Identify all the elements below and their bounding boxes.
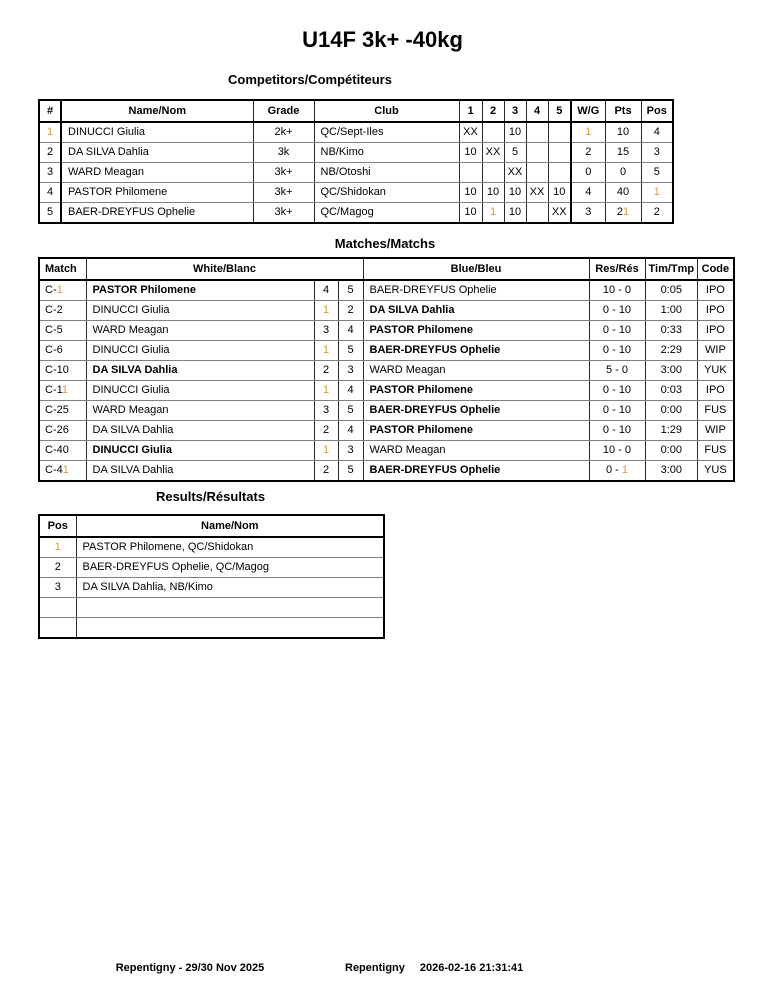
cell: 0 - 10 xyxy=(589,421,645,441)
column-header: Code xyxy=(698,258,734,280)
cell: C-11 xyxy=(39,381,86,401)
column-header: 2 xyxy=(482,100,504,122)
cell: 3k+ xyxy=(253,183,314,203)
column-header: 5 xyxy=(548,100,571,122)
table-row xyxy=(39,421,734,441)
column-header: Pos xyxy=(39,515,76,537)
table-header-row xyxy=(39,258,734,280)
cell: C-2 xyxy=(39,301,86,321)
cell: 10 xyxy=(459,143,482,163)
cell: 4 xyxy=(338,321,363,341)
cell: 21 xyxy=(605,203,641,224)
cell: 1 xyxy=(571,122,605,143)
column-header: White/Blanc xyxy=(86,258,363,280)
cell: 0:05 xyxy=(645,280,698,301)
cell: 0:00 xyxy=(645,401,698,421)
cell: BAER-DREYFUS Ophelie xyxy=(363,461,589,482)
table-header-row xyxy=(39,100,673,122)
section-heading-competitors: Competitors/Compétiteurs xyxy=(228,72,392,87)
cell: 5 xyxy=(338,341,363,361)
cell: PASTOR Philomene xyxy=(61,183,253,203)
table-row xyxy=(39,618,384,639)
column-header: Blue/Bleu xyxy=(363,258,589,280)
cell: 10 xyxy=(482,183,504,203)
footer-location: Repentigny xyxy=(345,962,405,974)
cell: IPO xyxy=(698,280,734,301)
cell: 10 xyxy=(504,122,526,143)
cell: XX xyxy=(504,163,526,183)
cell: XX xyxy=(459,122,482,143)
cell: 1:00 xyxy=(645,301,698,321)
cell: C-41 xyxy=(39,461,86,482)
cell xyxy=(548,143,571,163)
column-header: # xyxy=(39,100,61,122)
cell xyxy=(459,163,482,183)
competitors-table xyxy=(38,99,674,224)
cell: 4 xyxy=(571,183,605,203)
cell: PASTOR Philomene xyxy=(363,381,589,401)
cell: BAER-DREYFUS Ophelie xyxy=(363,401,589,421)
column-header: Name/Nom xyxy=(76,515,384,537)
cell: 1 xyxy=(39,537,76,558)
cell: C-1 xyxy=(39,280,86,301)
cell: 1 xyxy=(39,122,61,143)
cell: 2 xyxy=(314,421,338,441)
cell xyxy=(482,163,504,183)
cell: DA SILVA Dahlia xyxy=(86,461,314,482)
cell: DINUCCI Giulia xyxy=(86,301,314,321)
cell: 0 - 10 xyxy=(589,301,645,321)
cell: 2k+ xyxy=(253,122,314,143)
cell: 1 xyxy=(482,203,504,224)
table-row xyxy=(39,341,734,361)
cell xyxy=(526,122,548,143)
column-header: Grade xyxy=(253,100,314,122)
column-header: Pos xyxy=(641,100,673,122)
cell: 5 xyxy=(39,203,61,224)
cell: IPO xyxy=(698,381,734,401)
cell: FUS xyxy=(698,401,734,421)
cell: 5 xyxy=(504,143,526,163)
cell: 3:00 xyxy=(645,361,698,381)
cell: 5 xyxy=(338,461,363,482)
column-header: Club xyxy=(314,100,459,122)
cell: 1 xyxy=(314,381,338,401)
cell: FUS xyxy=(698,441,734,461)
cell: C-26 xyxy=(39,421,86,441)
table-row xyxy=(39,381,734,401)
column-header: W/G xyxy=(571,100,605,122)
cell: 1 xyxy=(314,441,338,461)
cell: 10 - 0 xyxy=(589,441,645,461)
cell xyxy=(39,598,76,618)
cell: 10 - 0 xyxy=(589,280,645,301)
cell: 1 xyxy=(314,301,338,321)
cell: 0 xyxy=(605,163,641,183)
cell: PASTOR Philomene, QC/Shidokan xyxy=(76,537,384,558)
cell: DA SILVA Dahlia xyxy=(61,143,253,163)
cell: WIP xyxy=(698,341,734,361)
cell: 10 xyxy=(459,203,482,224)
cell: PASTOR Philomene xyxy=(86,280,314,301)
cell: NB/Kimo xyxy=(314,143,459,163)
cell: 10 xyxy=(605,122,641,143)
column-header: Res/Rés xyxy=(589,258,645,280)
cell: 0 - 10 xyxy=(589,381,645,401)
cell: DA SILVA Dahlia xyxy=(86,361,314,381)
table-row xyxy=(39,401,734,421)
cell: YUS xyxy=(698,461,734,482)
cell: 5 xyxy=(338,401,363,421)
cell: 4 xyxy=(338,381,363,401)
cell: DINUCCI Giulia xyxy=(86,341,314,361)
cell: 2 xyxy=(641,203,673,224)
cell: 2 xyxy=(39,558,76,578)
table-row xyxy=(39,461,734,482)
table-row xyxy=(39,361,734,381)
cell: 0 - 10 xyxy=(589,401,645,421)
cell: IPO xyxy=(698,321,734,341)
cell: 2:29 xyxy=(645,341,698,361)
cell: C-6 xyxy=(39,341,86,361)
cell: WARD Meagan xyxy=(86,401,314,421)
section-heading-results: Results/Résultats xyxy=(155,489,266,504)
column-header: 4 xyxy=(526,100,548,122)
cell: 40 xyxy=(605,183,641,203)
cell: 3k xyxy=(253,143,314,163)
column-header: 3 xyxy=(504,100,526,122)
page-title: U14F 3k+ -40kg xyxy=(302,27,463,52)
table-row xyxy=(39,598,384,618)
cell: 0 xyxy=(571,163,605,183)
cell: 3 xyxy=(641,143,673,163)
cell: WARD Meagan xyxy=(363,361,589,381)
cell xyxy=(76,618,384,639)
cell xyxy=(39,618,76,639)
cell: 3 xyxy=(338,441,363,461)
cell: 4 xyxy=(338,421,363,441)
cell: 5 - 0 xyxy=(589,361,645,381)
cell: QC/Magog xyxy=(314,203,459,224)
cell: 4 xyxy=(641,122,673,143)
cell: NB/Otoshi xyxy=(314,163,459,183)
cell: BAER-DREYFUS Ophelie, QC/Magog xyxy=(76,558,384,578)
cell: 2 xyxy=(338,301,363,321)
cell: 3 xyxy=(39,578,76,598)
cell: 0 - 10 xyxy=(589,321,645,341)
cell: 2 xyxy=(39,143,61,163)
table-row xyxy=(39,203,673,224)
cell: 3k+ xyxy=(253,203,314,224)
cell: 1 xyxy=(314,341,338,361)
cell: 5 xyxy=(338,280,363,301)
cell: 0:03 xyxy=(645,381,698,401)
table-row xyxy=(39,301,734,321)
cell: C-40 xyxy=(39,441,86,461)
cell: 10 xyxy=(504,183,526,203)
cell: DINUCCI Giulia xyxy=(61,122,253,143)
cell: WARD Meagan xyxy=(61,163,253,183)
cell: 10 xyxy=(504,203,526,224)
cell: 1 xyxy=(641,183,673,203)
cell xyxy=(526,203,548,224)
cell: 0:00 xyxy=(645,441,698,461)
cell xyxy=(482,122,504,143)
cell: DA SILVA Dahlia xyxy=(86,421,314,441)
cell: YUK xyxy=(698,361,734,381)
table-row xyxy=(39,122,673,143)
footer-event-date: Repentigny - 29/30 Nov 2025 xyxy=(115,962,265,974)
cell: IPO xyxy=(698,301,734,321)
cell: DINUCCI Giulia xyxy=(86,441,314,461)
cell: 10 xyxy=(548,183,571,203)
cell: DINUCCI Giulia xyxy=(86,381,314,401)
table-row xyxy=(39,441,734,461)
cell: XX xyxy=(482,143,504,163)
cell: 3 xyxy=(571,203,605,224)
cell: 0 - 1 xyxy=(589,461,645,482)
matches-table xyxy=(38,257,735,482)
cell: BAER-DREYFUS Ophelie xyxy=(363,341,589,361)
cell xyxy=(548,163,571,183)
column-header: 1 xyxy=(459,100,482,122)
cell: 3 xyxy=(314,321,338,341)
table-row xyxy=(39,183,673,203)
cell: 1:29 xyxy=(645,421,698,441)
cell: C-5 xyxy=(39,321,86,341)
cell: 3k+ xyxy=(253,163,314,183)
cell: XX xyxy=(526,183,548,203)
column-header: Name/Nom xyxy=(61,100,253,122)
cell: WIP xyxy=(698,421,734,441)
cell: 2 xyxy=(571,143,605,163)
cell: 3 xyxy=(39,163,61,183)
cell: 2 xyxy=(314,361,338,381)
cell: C-10 xyxy=(39,361,86,381)
cell: WARD Meagan xyxy=(363,441,589,461)
section-heading-matches: Matches/Matchs xyxy=(334,236,436,251)
cell: XX xyxy=(548,203,571,224)
table-header-row xyxy=(39,515,384,537)
cell: C-25 xyxy=(39,401,86,421)
footer-print-info xyxy=(345,962,523,974)
table-row xyxy=(39,578,384,598)
cell: 3 xyxy=(338,361,363,381)
cell: 0 - 10 xyxy=(589,341,645,361)
cell: 5 xyxy=(641,163,673,183)
cell: 4 xyxy=(314,280,338,301)
cell: 15 xyxy=(605,143,641,163)
table-row xyxy=(39,280,734,301)
cell: PASTOR Philomene xyxy=(363,421,589,441)
footer-timestamp: 2026-02-16 21:31:41 xyxy=(419,962,524,974)
table-row xyxy=(39,143,673,163)
cell: QC/Shidokan xyxy=(314,183,459,203)
cell: DA SILVA Dahlia, NB/Kimo xyxy=(76,578,384,598)
cell: 3 xyxy=(314,401,338,421)
cell: BAER-DREYFUS Ophelie xyxy=(61,203,253,224)
cell: QC/Sept-Iles xyxy=(314,122,459,143)
cell: 2 xyxy=(314,461,338,482)
cell: 4 xyxy=(39,183,61,203)
cell xyxy=(526,143,548,163)
column-header: Match xyxy=(39,258,86,280)
results-table xyxy=(38,514,385,639)
cell xyxy=(76,598,384,618)
column-header: Pts xyxy=(605,100,641,122)
table-row xyxy=(39,558,384,578)
cell: BAER-DREYFUS Ophelie xyxy=(363,280,589,301)
cell xyxy=(526,163,548,183)
cell: DA SILVA Dahlia xyxy=(363,301,589,321)
column-header: Tim/Tmp xyxy=(645,258,698,280)
table-row xyxy=(39,321,734,341)
cell: 3:00 xyxy=(645,461,698,482)
cell: 0:33 xyxy=(645,321,698,341)
cell: WARD Meagan xyxy=(86,321,314,341)
cell xyxy=(548,122,571,143)
table-row xyxy=(39,163,673,183)
cell: PASTOR Philomene xyxy=(363,321,589,341)
cell: 10 xyxy=(459,183,482,203)
table-row xyxy=(39,537,384,558)
